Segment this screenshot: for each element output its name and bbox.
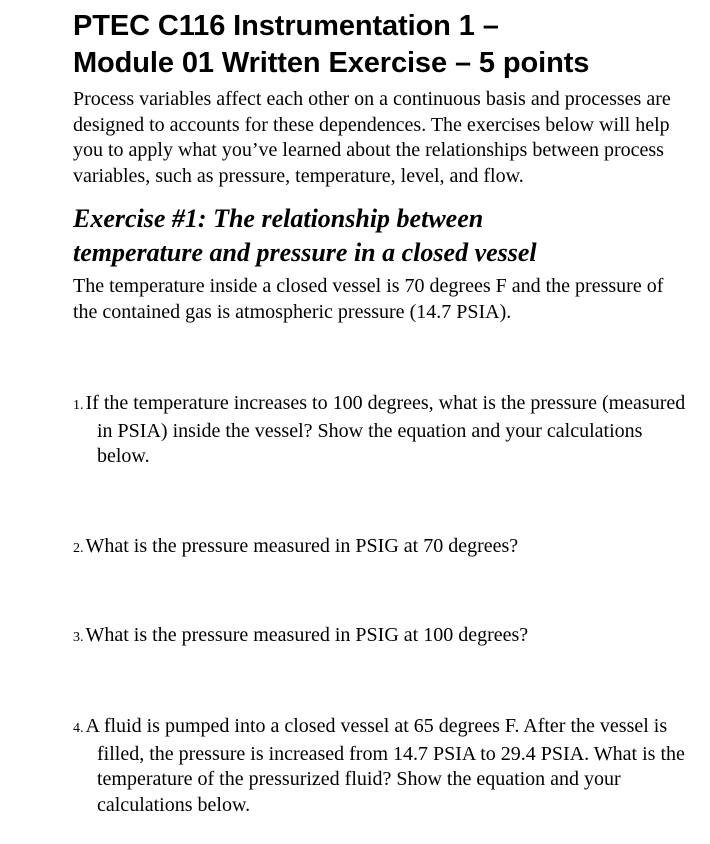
- document-page: [73, 0, 703, 325]
- question-text: What is the pressure measured in PSIG at 100 degrees?: [85, 624, 529, 646]
- question-text: A fluid is pumped into a closed vessel at 65 degrees F. After the vessel is filled, the pressure is increased from 14.7 PSIA to 29.4 PSIA. What is the temperature of the pressurized fluid? Show the equation and your calculations below.: [85, 715, 685, 816]
- question-number: 4.: [73, 721, 84, 736]
- question-3: [73, 623, 687, 651]
- exercise-heading-line-2: temperature and pressure in a closed vessel: [73, 238, 537, 267]
- exercise-heading-line-1: Exercise #1: The relationship between: [73, 204, 484, 233]
- document-title: [73, 0, 703, 82]
- title-line-2: Module 01 Written Exercise – 5 points: [73, 47, 590, 79]
- question-4: [73, 714, 687, 818]
- question-2: [73, 534, 687, 562]
- question-text: What is the pressure measured in PSIG at 70 degrees?: [85, 535, 519, 557]
- exercise-1-heading: [73, 202, 703, 270]
- question-number: 3.: [73, 630, 84, 645]
- question-text: If the temperature increases to 100 degrees, what is the pressure (measured in PSIA) inside the vessel? Show the equation and your calculations below.: [85, 392, 686, 467]
- exercise-1-intro: The temperature inside a closed vessel is 70 degrees F and the pressure of the contained gas is atmospheric pressure (14.7 PSIA).: [73, 275, 664, 323]
- intro-paragraph: Process variables affect each other on a continuous basis and processes are designed to accounts for these dependences. The exercises below will help you to apply what you’ve learned about the relationships between process variables, such as pressure, temperature, level, and flow.: [73, 88, 671, 187]
- question-1: [73, 391, 687, 470]
- question-number: 2.: [73, 541, 84, 556]
- title-line-1: PTEC C116 Instrumentation 1 –: [73, 10, 499, 42]
- question-number: 1.: [73, 398, 84, 413]
